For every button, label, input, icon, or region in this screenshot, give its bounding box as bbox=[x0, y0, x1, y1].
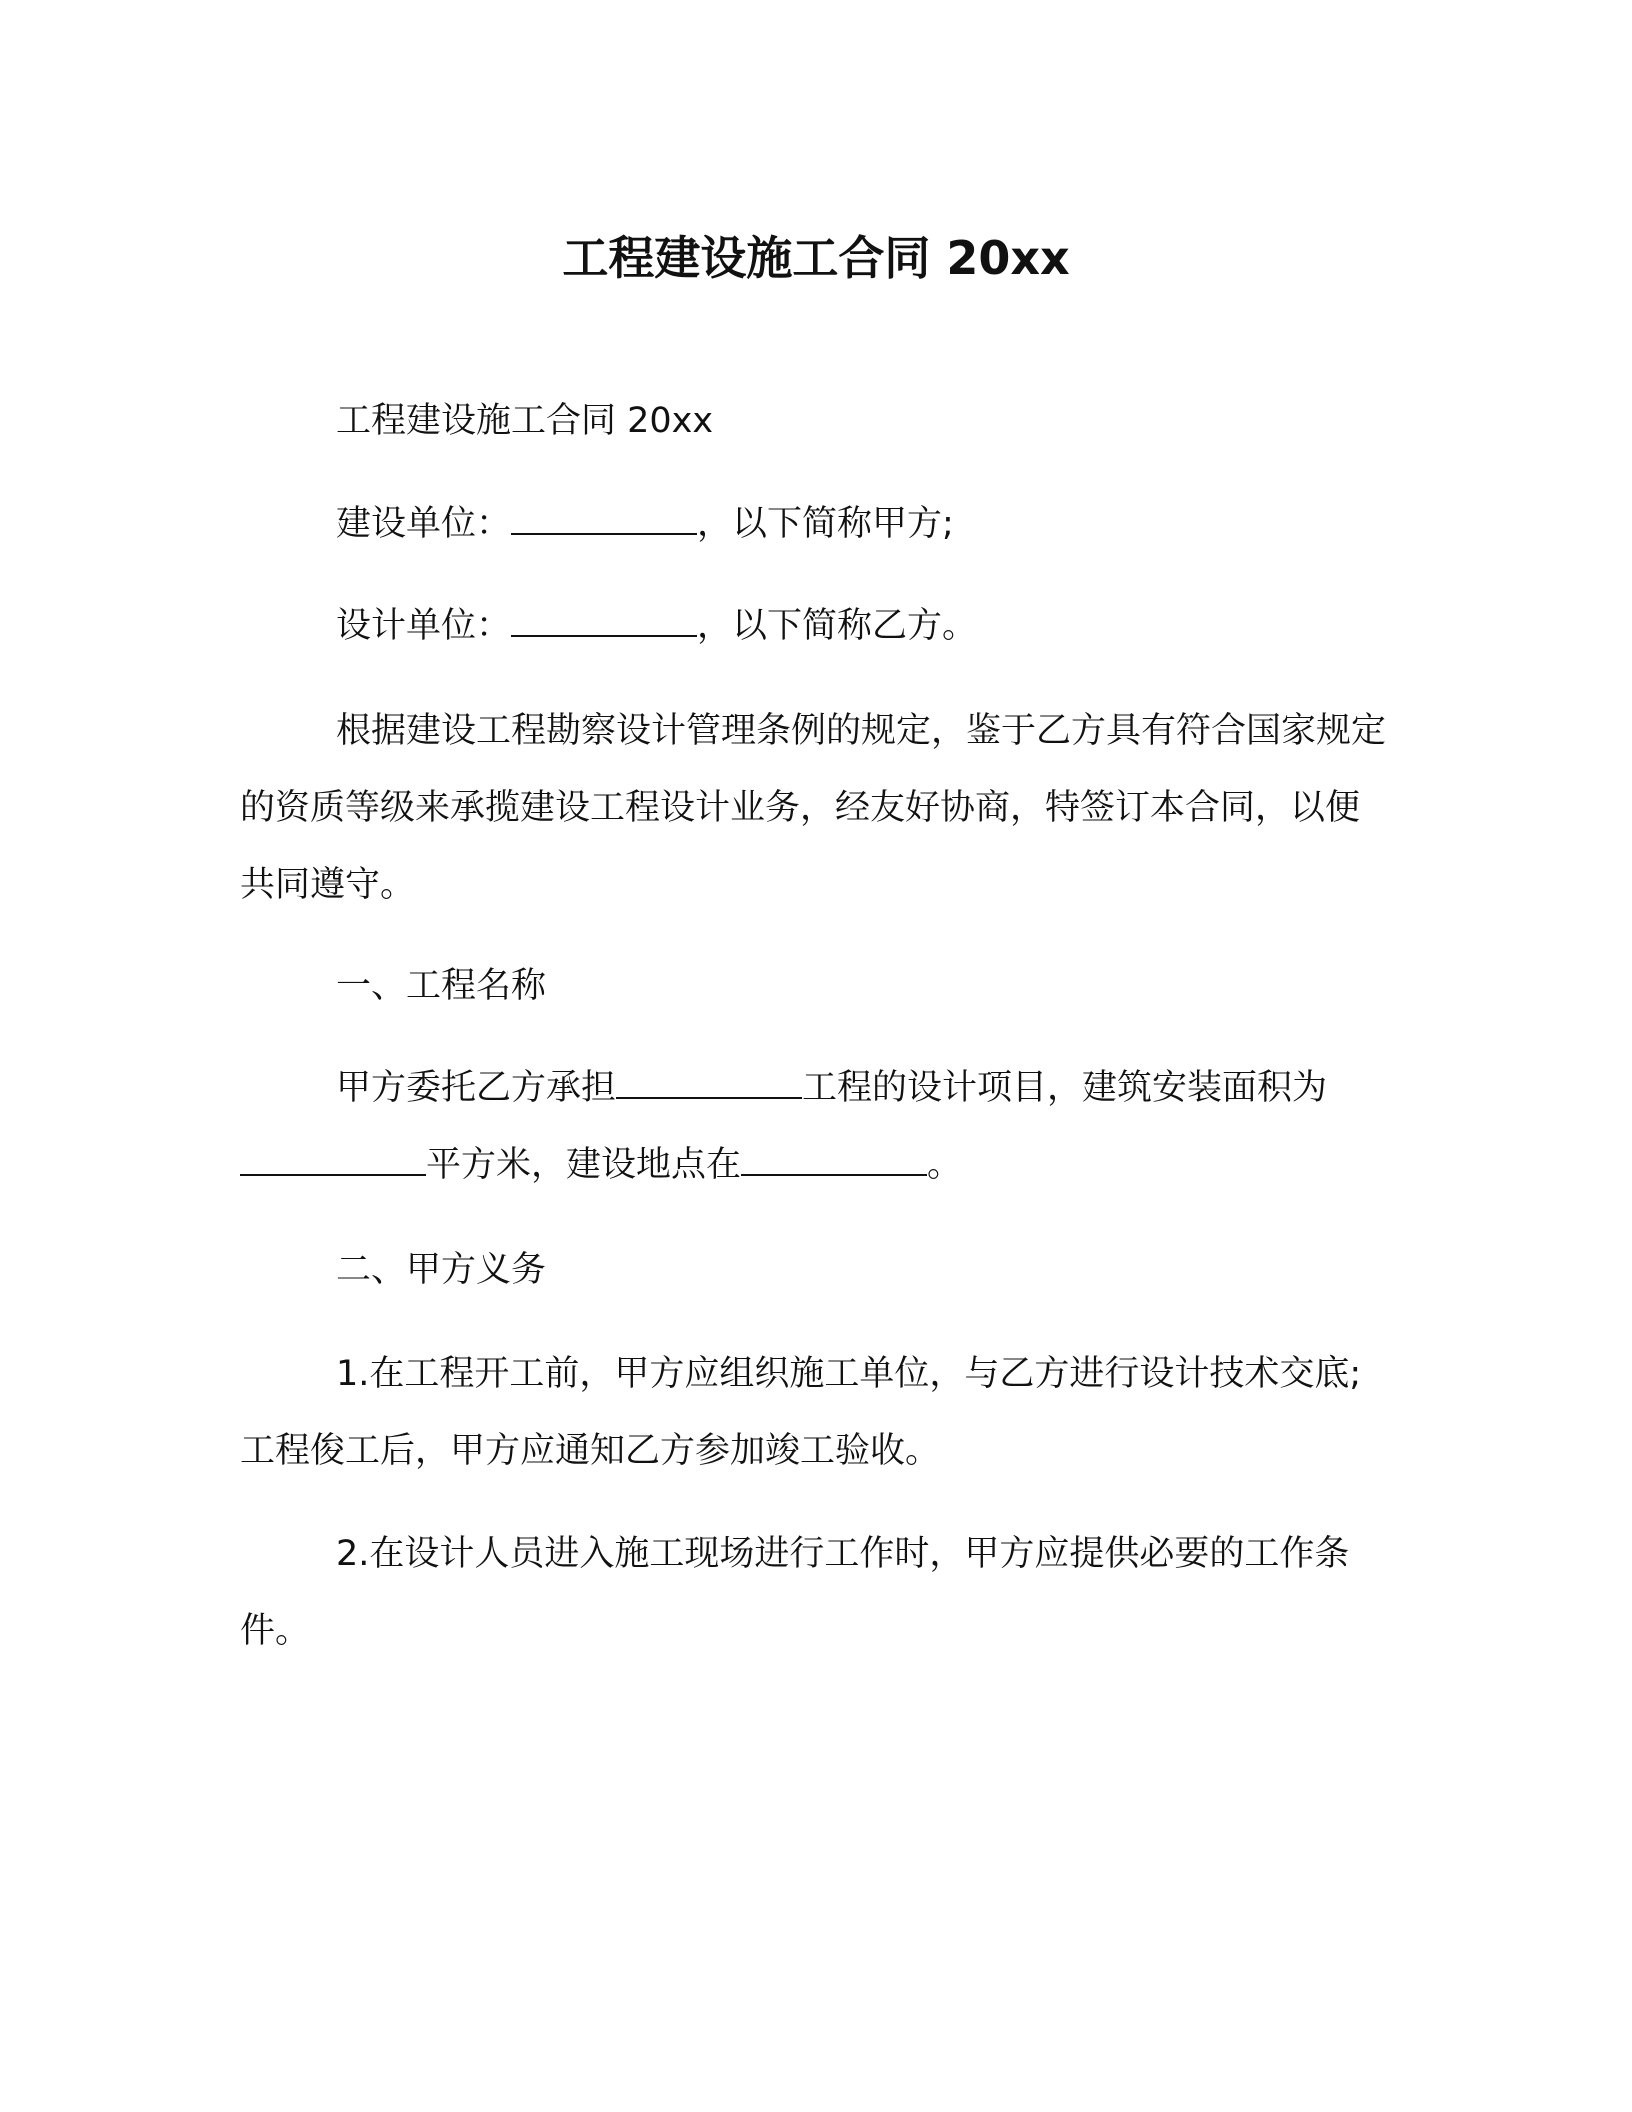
party-a-line bbox=[240, 486, 1392, 563]
party-b-blank bbox=[511, 605, 697, 637]
section-1-paragraph bbox=[240, 1050, 1392, 1204]
section-1-text-3: 平方米，建设地点在 bbox=[426, 1145, 742, 1185]
document-title: 工程建设施工合同 20xx bbox=[562, 231, 1070, 285]
preamble-paragraph: 根据建设工程勘察设计管理条例的规定，鉴于乙方具有符合国家规定的资质等级来承揽建设工程设计业务，经友好协商，特签订本合同，以便共同遵守。 bbox=[240, 711, 1387, 905]
area-blank bbox=[240, 1144, 426, 1176]
section-2-item-2: 2.在设计人员进入施工现场进行工作时，甲方应提供必要的工作条件。 bbox=[240, 1534, 1350, 1651]
party-b-suffix: ，以下简称乙方。 bbox=[697, 606, 978, 646]
project-name-blank bbox=[616, 1067, 802, 1099]
party-a-label: 建设单位： bbox=[336, 504, 512, 544]
party-a-suffix: ，以下简称甲方; bbox=[697, 504, 954, 544]
party-b-line bbox=[240, 588, 1392, 665]
subtitle-text: 工程建设施工合同 20xx bbox=[336, 401, 714, 441]
section-1-text-1: 甲方委托乙方承担 bbox=[336, 1068, 617, 1108]
section-1-text-4: 。 bbox=[927, 1145, 963, 1185]
section-1-text-2: 工程的设计项目，建筑安装面积为 bbox=[802, 1068, 1328, 1108]
document-subtitle bbox=[240, 383, 1392, 460]
section-2-heading: 二、甲方义务 bbox=[336, 1250, 547, 1290]
party-b-label: 设计单位： bbox=[336, 606, 512, 646]
section-2-item-1: 1.在工程开工前，甲方应组织施工单位，与乙方进行设计技术交底;工程俊工后，甲方应通知乙方参加竣工验收。 bbox=[240, 1354, 1362, 1471]
section-1-heading: 一、工程名称 bbox=[336, 966, 547, 1006]
party-a-blank bbox=[511, 503, 697, 535]
location-blank bbox=[741, 1144, 927, 1176]
